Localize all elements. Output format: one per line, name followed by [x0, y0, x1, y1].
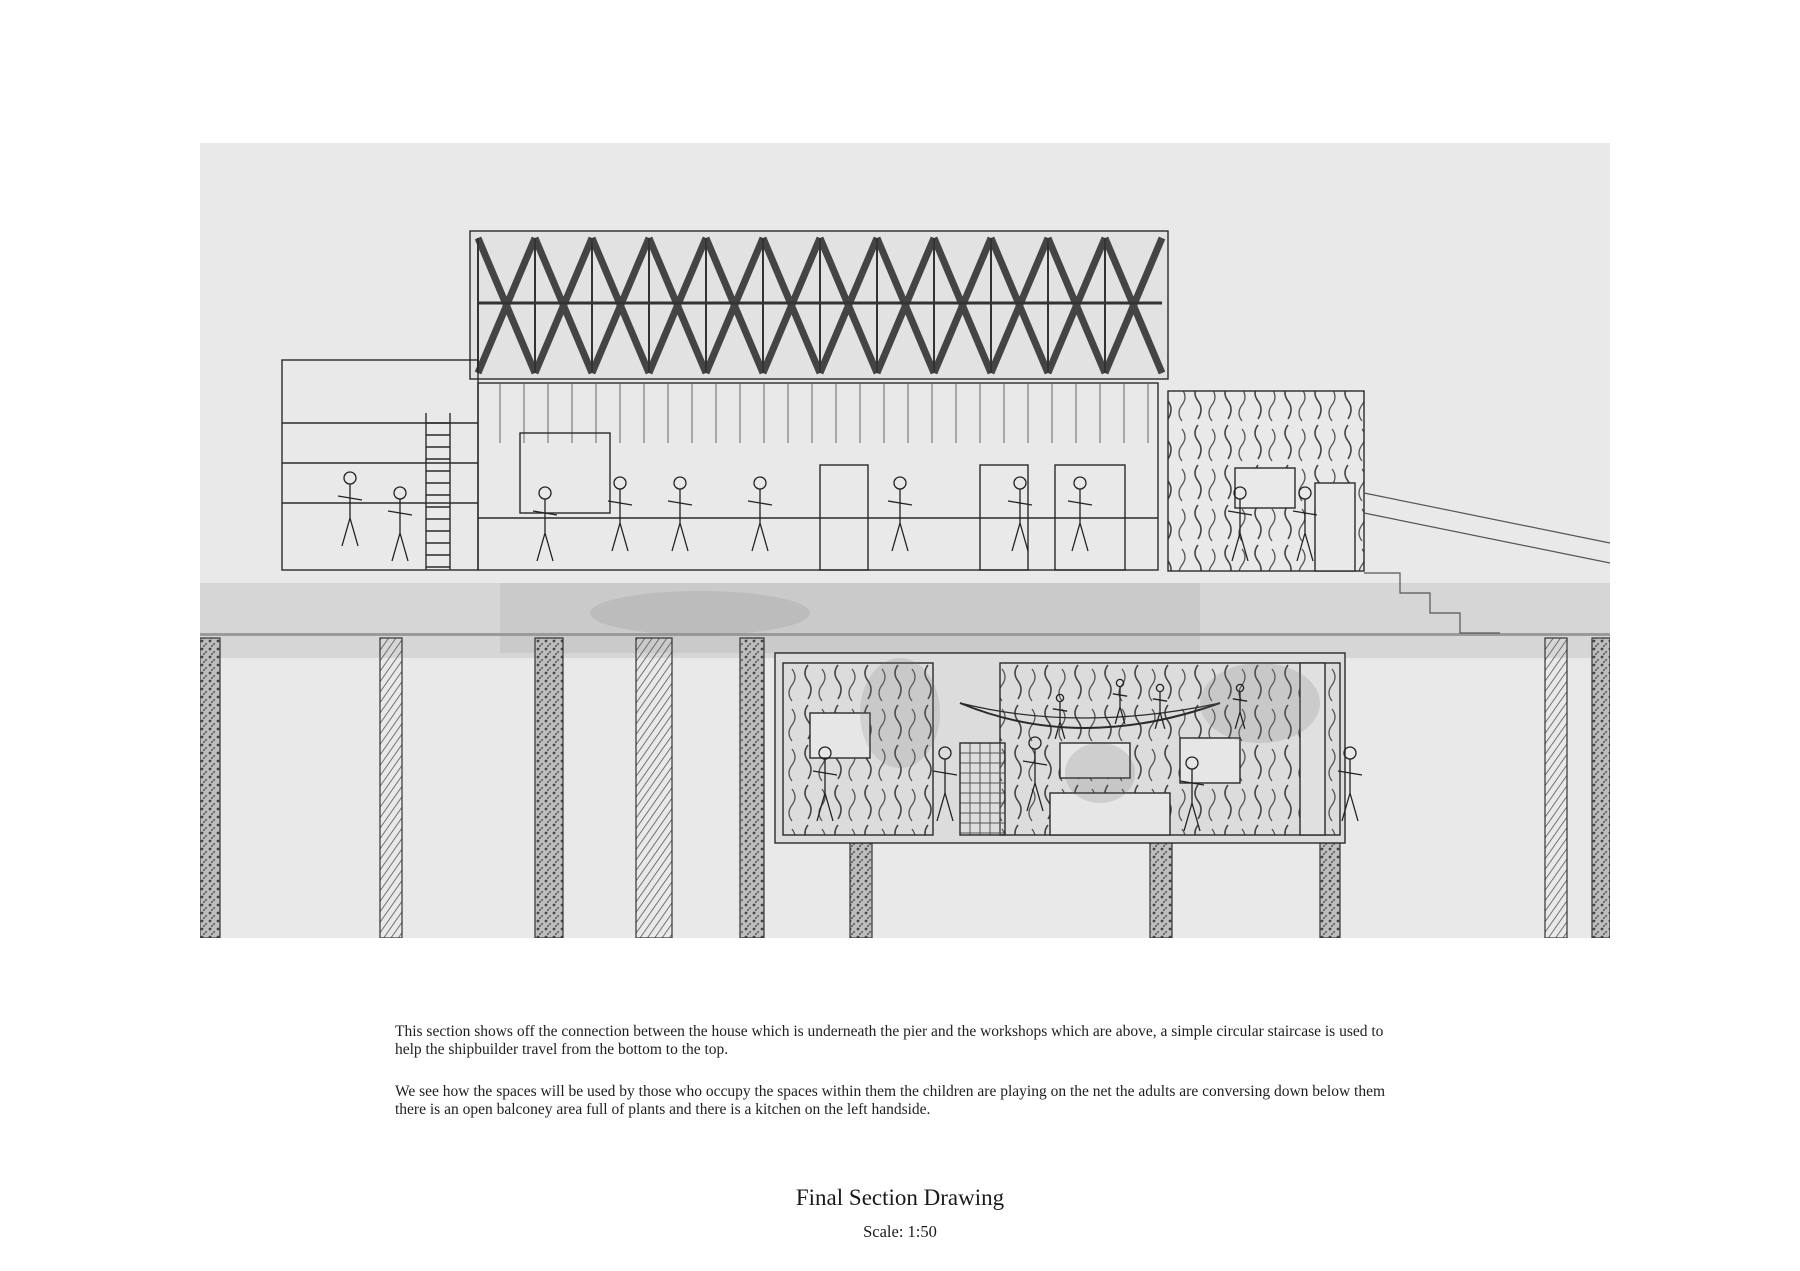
section-drawing-icon [200, 143, 1610, 938]
drawing-scale: Scale: 1:50 [863, 1222, 937, 1241]
drawing-title: Final Section Drawing [795, 1185, 1005, 1210]
caption-paragraph-2: We see how the spaces will be used by those who occupy the spaces within them the children are playing on the net the adults are conversing down below them there is an open balconey area full of plants and there is a kitchen on the left handside. [395, 1083, 1386, 1118]
section-drawing [200, 143, 1610, 938]
caption-paragraph-1: This section shows off the connection between the house which is underneath the pier and the workshops which are above, a simple circular staircase is used to help the shipbuilder travel from the bottom to the top. [395, 1023, 1384, 1058]
